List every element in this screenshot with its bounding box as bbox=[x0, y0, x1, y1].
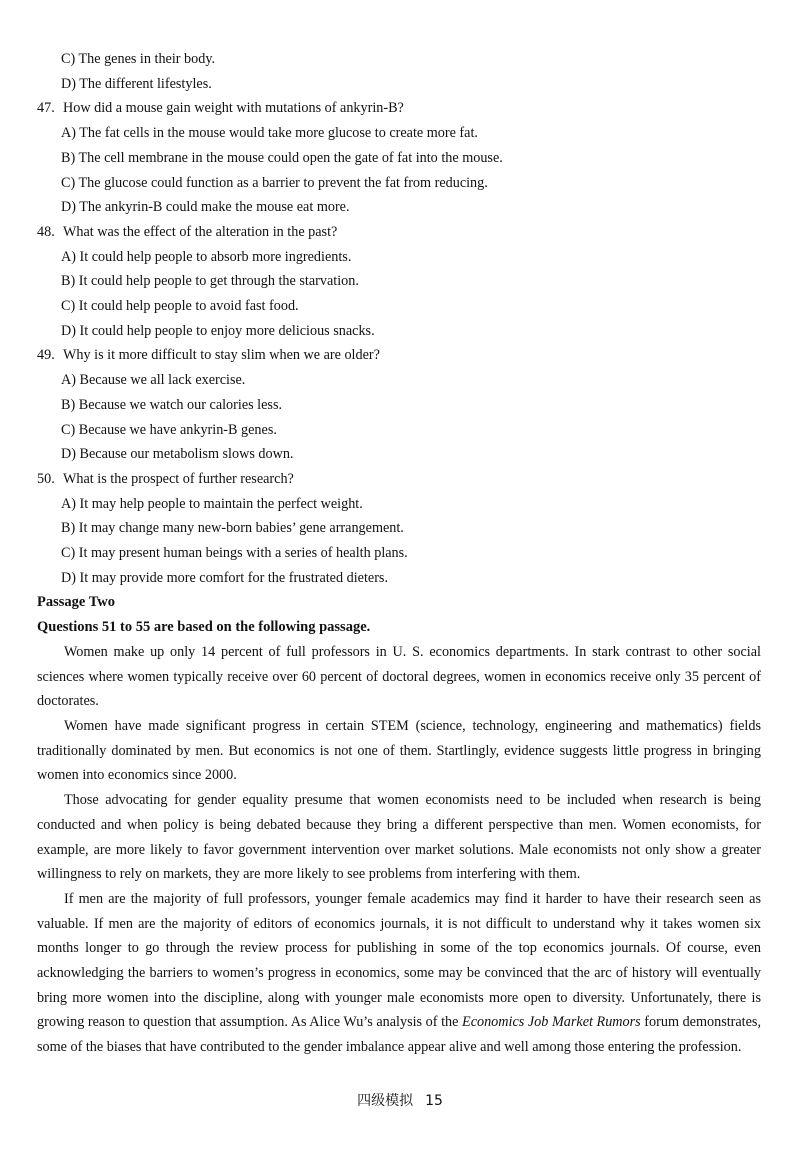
option-a: A) The fat cells in the mouse would take more glucose to create more fat. bbox=[61, 125, 478, 142]
option-a: A) Because we all lack exercise. bbox=[61, 372, 246, 389]
question-47 bbox=[37, 96, 761, 220]
passage-paragraph-2: Women have made significant progress in certain STEM (science, technology, engineering and mathematics) fields traditionally dominated by men. But economics is not one of them. Startlingly, evidence suggests little progress in bringing women into economics since 2000. bbox=[37, 717, 761, 784]
option-d: D) The different lifestyles. bbox=[61, 75, 212, 92]
passage-body bbox=[37, 640, 761, 1060]
passage-title: Passage Two bbox=[37, 594, 116, 611]
option-b: B) Because we watch our calories less. bbox=[61, 396, 283, 413]
option-c: C) Because we have ankyrin-B genes. bbox=[61, 421, 277, 438]
option-a: A) It may help people to maintain the perfect weight. bbox=[61, 495, 363, 512]
page-footer bbox=[0, 1091, 800, 1111]
option-a: A) It could help people to absorb more ingredients. bbox=[61, 248, 352, 265]
option-c: C) It could help people to avoid fast food. bbox=[61, 298, 299, 315]
paragraph-text-start: If men are the majority of full professors, younger female academics may find it harder to have their research seen as valuable. If men are the majority of editors of economics journals, it is not difficult to understand why it takes women six months longer to go through the review process for publishing in some of the top economics journals. Of course, even acknowledging the barriers to women’s progress in economics, some may be convinced that the arc of history will eventually bring more women into the discipline, along with younger male economists more open to diversity. Unfortunately, there is growing reason to question that assumption. As Alice Wu’s analysis of the bbox=[37, 890, 761, 1031]
question-number: 49. bbox=[37, 347, 55, 364]
option-b: B) It could help people to get through the starvation. bbox=[61, 273, 359, 290]
paragraph-text-end: forum demonstrates, some of the biases that have contributed to the gender imbalance appear alive and well among those entering the profession. bbox=[37, 1014, 761, 1056]
question-50 bbox=[37, 467, 761, 591]
question-49 bbox=[37, 343, 761, 467]
option-c: C) The genes in their body. bbox=[61, 51, 216, 67]
option-c: C) It may present human beings with a series of health plans. bbox=[61, 545, 408, 562]
passage-instruction: Questions 51 to 55 are based on the following passage. bbox=[37, 619, 371, 636]
page-number: 15 bbox=[425, 1093, 443, 1109]
question-number: 47. bbox=[37, 100, 55, 117]
passage-paragraph-4 bbox=[37, 887, 761, 1060]
option-d: D) Because our metabolism slows down. bbox=[61, 446, 294, 463]
passage-paragraph-1: Women make up only 14 percent of full professors in U. S. economics departments. In stark contrast to other social sciences where women typically receive over 60 percent of doctoral degrees, women in economics receive only 35 percent of doctorates. bbox=[37, 643, 761, 710]
question-stem bbox=[37, 96, 761, 121]
passage-paragraph-3: Those advocating for gender equality presume that women economists need to be included when research is being conducted and when policy is being debated because they bring a different perspective than men. Women economists, for example, are more likely to favor government intervention over market solutions. Male economists not only show a greater willingness to rely on markets, they are more likely to see problems from interfering with them. bbox=[37, 792, 761, 883]
question-number: 48. bbox=[37, 223, 55, 240]
footer-label: 四级模拟 bbox=[357, 1093, 414, 1109]
option-d: D) It could help people to enjoy more delicious snacks. bbox=[61, 322, 375, 339]
question-number: 50. bbox=[37, 470, 55, 487]
option-c: C) The glucose could function as a barrier to prevent the fat from reducing. bbox=[61, 174, 488, 191]
option-b: B) The cell membrane in the mouse could open the gate of fat into the mouse. bbox=[61, 149, 503, 166]
question-text: What is the prospect of further research? bbox=[63, 470, 294, 487]
previous-question-options bbox=[37, 47, 761, 96]
question-text: Why is it more difficult to stay slim when we are older? bbox=[63, 347, 380, 364]
question-stem bbox=[37, 220, 761, 245]
option-b: B) It may change many new-born babies’ gene arrangement. bbox=[61, 520, 404, 537]
option-d: D) The ankyrin-B could make the mouse eat more. bbox=[61, 199, 350, 216]
page-content bbox=[37, 47, 761, 1060]
option-d: D) It may provide more comfort for the frustrated dieters. bbox=[61, 569, 388, 586]
forum-title: Economics Job Market Rumors bbox=[462, 1014, 641, 1031]
question-stem bbox=[37, 343, 761, 368]
question-text: How did a mouse gain weight with mutations of ankyrin-B? bbox=[63, 100, 404, 117]
question-text: What was the effect of the alteration in the past? bbox=[63, 223, 338, 240]
question-48 bbox=[37, 220, 761, 344]
question-stem bbox=[37, 467, 761, 492]
